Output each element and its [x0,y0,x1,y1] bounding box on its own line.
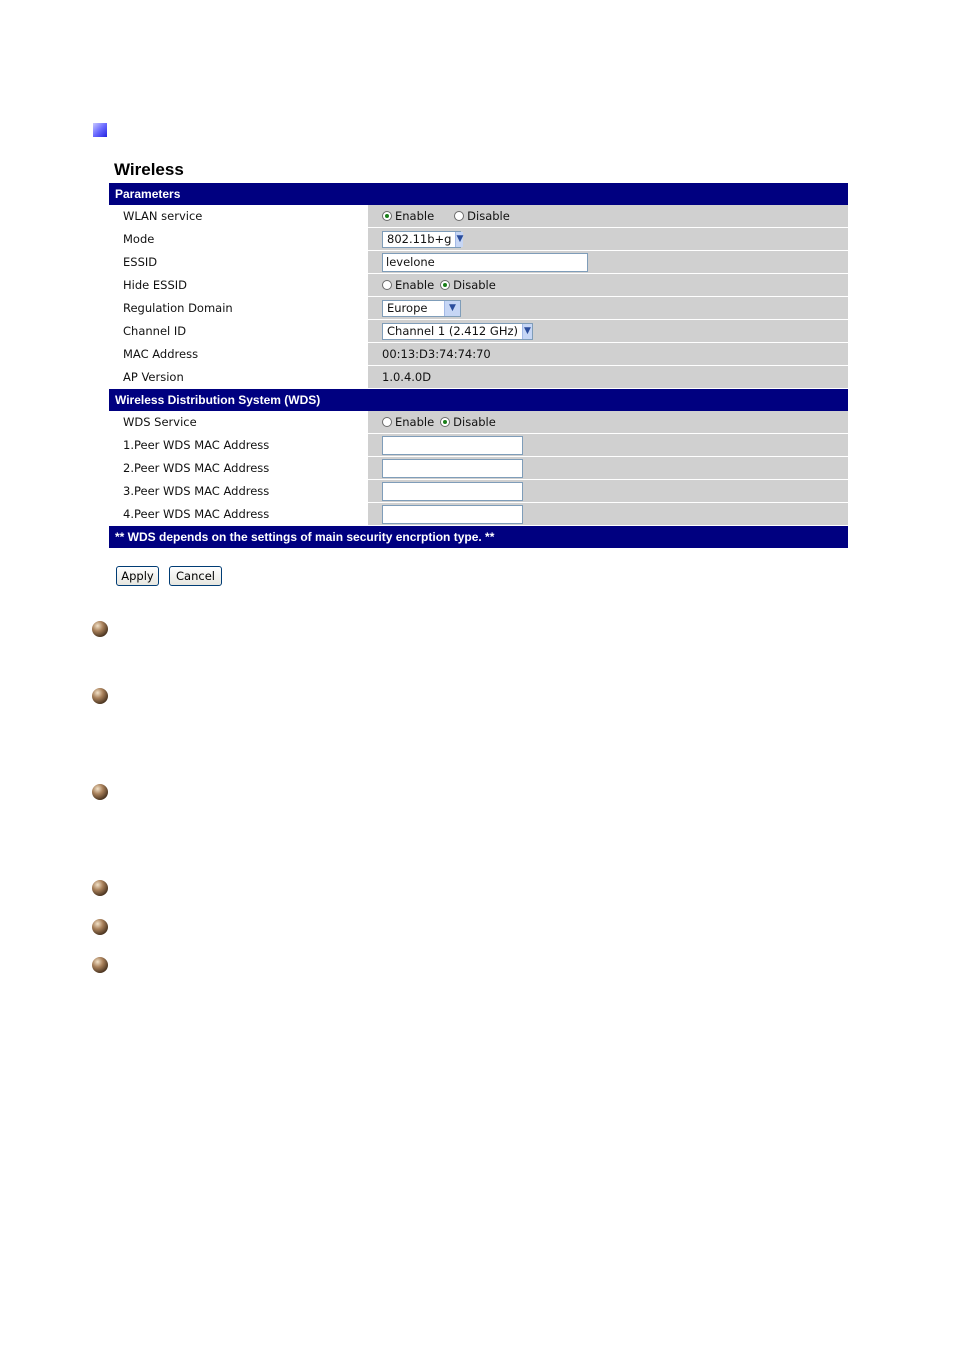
row-hide-essid [109,274,848,297]
peer-wds-mac-input-2[interactable] [382,459,523,478]
wds-service-disable-radio[interactable]: Disable [440,415,496,429]
bullet-icon [92,957,108,973]
peer-wds-mac-label: 1.Peer WDS MAC Address [109,434,368,456]
chevron-down-icon: ▼ [455,232,463,247]
ap-version-label: AP Version [109,366,368,388]
bullet-icon [92,621,108,637]
hide-essid-label: Hide ESSID [109,274,368,296]
wireless-settings-panel [109,183,848,548]
row-channel-id [109,320,848,343]
row-peer-wds-1 [109,434,848,457]
radio-selected-icon [382,211,392,221]
peer-wds-mac-label: 2.Peer WDS MAC Address [109,457,368,479]
wlan-service-label: WLAN service [109,205,368,227]
radio-selected-icon [440,417,450,427]
hide-essid-enable-radio[interactable]: Enable [382,278,434,292]
regulation-domain-select[interactable]: Europe ▼ [382,300,461,317]
bullet-icon [92,784,108,800]
row-peer-wds-2 [109,457,848,480]
peer-wds-mac-label: 4.Peer WDS MAC Address [109,503,368,525]
peer-wds-mac-input-1[interactable] [382,436,523,455]
chevron-down-icon: ▼ [444,301,460,316]
mac-address-value: 00:13:D3:74:74:70 [368,343,848,365]
row-ap-version [109,366,848,389]
parameters-header: Parameters [109,183,848,205]
essid-label: ESSID [109,251,368,273]
wds-service-label: WDS Service [109,411,368,433]
page-title: Wireless [114,160,184,179]
radio-unselected-icon [454,211,464,221]
bullet-icon [92,688,108,704]
row-mac-address [109,343,848,366]
mac-address-label: MAC Address [109,343,368,365]
row-mode [109,228,848,251]
wlan-service-disable-radio[interactable]: Disable [454,209,510,223]
ap-version-value: 1.0.4.0D [368,366,848,388]
row-peer-wds-4 [109,503,848,526]
bullet-icon [92,919,108,935]
apply-button[interactable]: Apply [116,566,159,586]
radio-unselected-icon [382,280,392,290]
chevron-down-icon: ▼ [522,324,532,339]
peer-wds-mac-input-4[interactable] [382,505,523,524]
wds-note: ** WDS depends on the settings of main security encrption type. ** [109,526,848,548]
radio-unselected-icon [382,417,392,427]
row-peer-wds-3 [109,480,848,503]
radio-selected-icon [440,280,450,290]
channel-id-label: Channel ID [109,320,368,342]
cancel-button[interactable]: Cancel [169,566,222,586]
hide-essid-disable-radio[interactable]: Disable [440,278,496,292]
mode-label: Mode [109,228,368,250]
peer-wds-mac-label: 3.Peer WDS MAC Address [109,480,368,502]
bullet-icon [92,880,108,896]
wds-service-enable-radio[interactable]: Enable [382,415,434,429]
essid-input[interactable]: levelone [382,253,588,272]
row-wlan-service [109,205,848,228]
mode-select[interactable]: 802.11b+g ▼ [382,231,461,248]
row-wds-service [109,411,848,434]
wlan-service-enable-radio[interactable]: Enable [382,209,434,223]
channel-id-select[interactable]: Channel 1 (2.412 GHz) ▼ [382,323,533,340]
row-essid [109,251,848,274]
peer-wds-mac-input-3[interactable] [382,482,523,501]
section-marker-icon [93,123,107,137]
regulation-domain-label: Regulation Domain [109,297,368,319]
row-regulation-domain [109,297,848,320]
wds-header: Wireless Distribution System (WDS) [109,389,848,411]
